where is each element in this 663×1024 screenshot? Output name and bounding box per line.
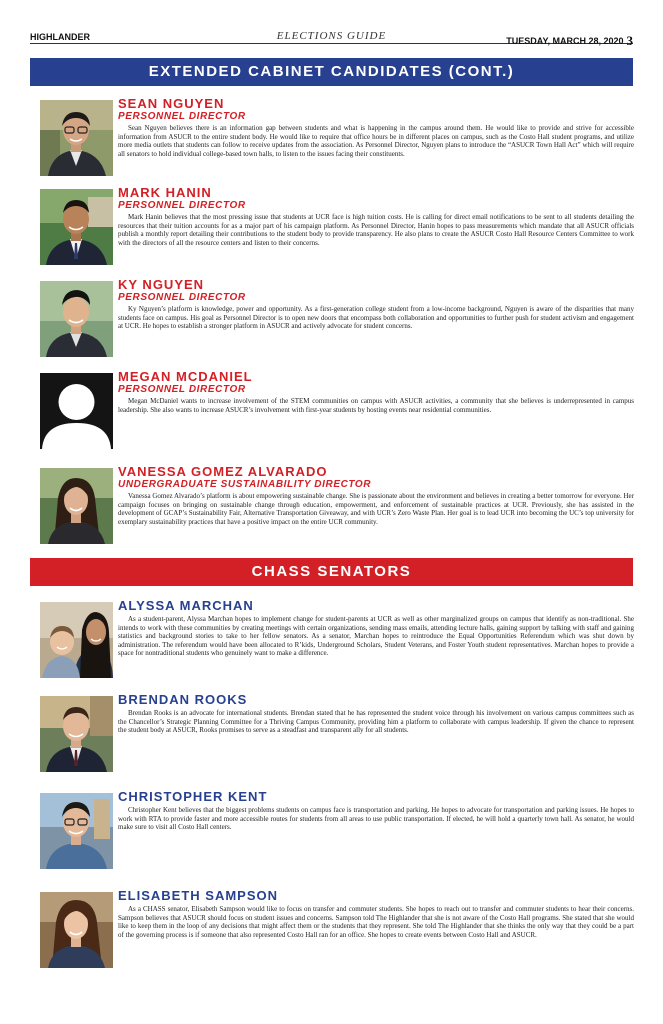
candidate-text	[118, 186, 634, 247]
candidate-photo	[40, 189, 113, 265]
candidate-name: BRENDAN ROOKS	[118, 692, 248, 707]
candidate-bio: Sean Nguyen believes there is an information gap between students and what is happening in the campus around them. He would like to provide and strive for accessible information from ASUCR to the entire student body. He would like to require that office hours be in different places on campus, such as the Costo Hall student programs, and utilize more media outlets that students can follow to receive updates from the association. As Personnel Director, Nguyen plans to introduce the “ASUCR Town Hall Act” which will require all senators to hold individual college-based town halls, to listen to the issues facing their constituents.	[118, 124, 634, 158]
candidate-text	[118, 693, 634, 735]
candidate-role: PERSONNEL DIRECTOR	[118, 111, 246, 122]
candidate-photo	[40, 281, 113, 357]
candidate-text	[118, 790, 634, 832]
candidate-name: MARK HANIN	[118, 185, 212, 200]
candidate-text	[118, 465, 634, 526]
candidate-text	[118, 278, 634, 331]
candidate-bio: Ky Nguyen’s platform is knowledge, power and opportunity. As a first-generation college student from a low-income background, Nguyen is aware of the disparities that many students face on campus. His goal as Personnel Director is to open new doors that encompass both collaboration and opportunities to further push for student activism and engagement at UCR. He hopes to establish a stronger platform in ASUCR and actively advocate for student concerns.	[118, 305, 634, 331]
section-title: ELECTIONS GUIDE	[276, 30, 387, 42]
candidate-bio: Mark Hanin believes that the most pressing issue that students at UCR face is high tuition costs. He is calling for direct email notifications to be sent to all students detailing the resources that their tuition accounts for as a major part of his campaign platform. As Personnel Director, Hanin hopes to pass measurements which mandate that all ASUCR officials publish a monthly report detailing their contributions to the student body to provide transparency. He also plans to create the ASUCR Costo Hall Resource Centers Committee to work with the directors of all the resource centers and listen to their concerns.	[118, 213, 634, 247]
candidate-bio: Christopher Kent believes that the biggest problems students on campus face is transportation and parking. He hopes to advocate for transportation and parking issues. He hopes to work with RTA to provide faster and more accessible routes for students from all areas to use public transportation. If elected, he will hold a quarterly town hall. As senator, he would make sure to visit all Costo Hall centers.	[118, 806, 634, 832]
candidate-role: UNDERGRADUATE SUSTAINABILITY DIRECTOR	[118, 479, 372, 490]
candidate-name: ELISABETH SAMPSON	[118, 888, 279, 903]
page-number: 3	[626, 33, 633, 48]
candidate-photo	[40, 100, 113, 176]
candidate-name: SEAN NGUYEN	[118, 96, 225, 111]
candidate-name: ALYSSA MARCHAN	[118, 598, 254, 613]
candidate-name: KY NGUYEN	[118, 277, 205, 292]
running-header	[30, 30, 633, 48]
candidate-role: PERSONNEL DIRECTOR	[118, 200, 246, 211]
candidate-role: PERSONNEL DIRECTOR	[118, 384, 246, 395]
candidate-text	[118, 97, 634, 158]
candidate-role: PERSONNEL DIRECTOR	[118, 292, 246, 303]
candidate-bio: Brendan Rooks is an advocate for international students. Brendan stated that he has represented the student voice through his involvement on various campus committees such as the Chancellor’s Strategic Planning Committee for a Thriving Campus Community, providing him a platform to collaborate with campus leadership. If given the chance to represent the student body at ASUCR, Rooks promises to serve as a steadfast and transparent ally for all students.	[118, 709, 634, 735]
candidate-photo	[40, 793, 113, 869]
candidate-photo	[40, 892, 113, 968]
candidate-text	[118, 889, 634, 939]
publication-name: HIGHLANDER	[30, 32, 90, 42]
issue-date-and-page	[506, 32, 633, 48]
candidate-bio: Megan McDaniel wants to increase involvement of the STEM communities on campus with ASUCR activities, a community that she believes is underrepresented in campus leadership. She also wants to increase ASUCR’s involvement with first-year students by hosting events near residential communities.	[118, 397, 634, 414]
candidate-photo	[40, 468, 113, 544]
candidate-photo	[40, 696, 113, 772]
section-banner-chass-senators: CHASS SENATORS	[30, 558, 633, 586]
candidate-name: CHRISTOPHER KENT	[118, 789, 268, 804]
candidate-photo	[40, 602, 113, 678]
candidate-text	[118, 370, 634, 414]
candidate-bio: As a CHASS senator, Elisabeth Sampson would like to focus on transfer and commuter students. She hopes to reach out to transfer and commuter students to hear their concerns. Sampson believes that ASUCR should focus on student issues and concerns. Sampson told The Highlander that she is not aware of the Costo Hall programs. She stated that she would like to keep them in the loop of any decisions that might affect them or the students that they represent. She told The Highlander that she thinks the only way that they could be a part of the governing process is if someone that also represented Costo Hall ran for an office. She hopes to create events between Costo Hall and ASUCR.	[118, 905, 634, 939]
candidate-bio: As a student-parent, Alyssa Marchan hopes to implement change for student-parents at UCR as well as other marginalized groups on campus that identify as non-traditional. She intends to work with these communities by creating meetings with certain organizations, sending mass emails, attending lecture halls, gaining support by talking with staff and gaining statistics and background stories to take to her fellow senators. As a senator, Marchan hopes to reintroduce the Equal Opportunities Referendum which was shut down by administration. The referendum would have been allocated to R’kids, Underground Scholars, Student Veterans, and Foster Youth student representatives. Marchan hopes to provide a space for nontraditional students who genuinely want to make a difference.	[118, 615, 634, 658]
candidate-name: VANESSA GOMEZ ALVARADO	[118, 464, 328, 479]
avatar-placeholder-icon	[40, 373, 113, 449]
section-banner-extended-cabinet: EXTENDED CABINET CANDIDATES (CONT.)	[30, 58, 633, 86]
candidate-text	[118, 599, 634, 658]
candidate-bio: Vanessa Gomez Alvarado’s platform is about empowering sustainable change. She is passionate about the environment and believes in creating a better tomorrow for everyone. Her campaign focuses on bringing on sustainable change through education, empowerment, and enforcement of sustainable practices at UCR. Previously, she has assisted in the development of GCAP’s Sustainability Fair, Alternative Transportation Giveaway, and with UCR’s Zero Waste Plan. Her goal is to lead UCR into becoming the UC’s top university for exemplary sustainability practices that have a positive impact on the entire UCR community.	[118, 492, 634, 526]
issue-date: TUESDAY, MARCH 28, 2020	[506, 36, 624, 46]
candidate-name: MEGAN MCDANIEL	[118, 369, 253, 384]
